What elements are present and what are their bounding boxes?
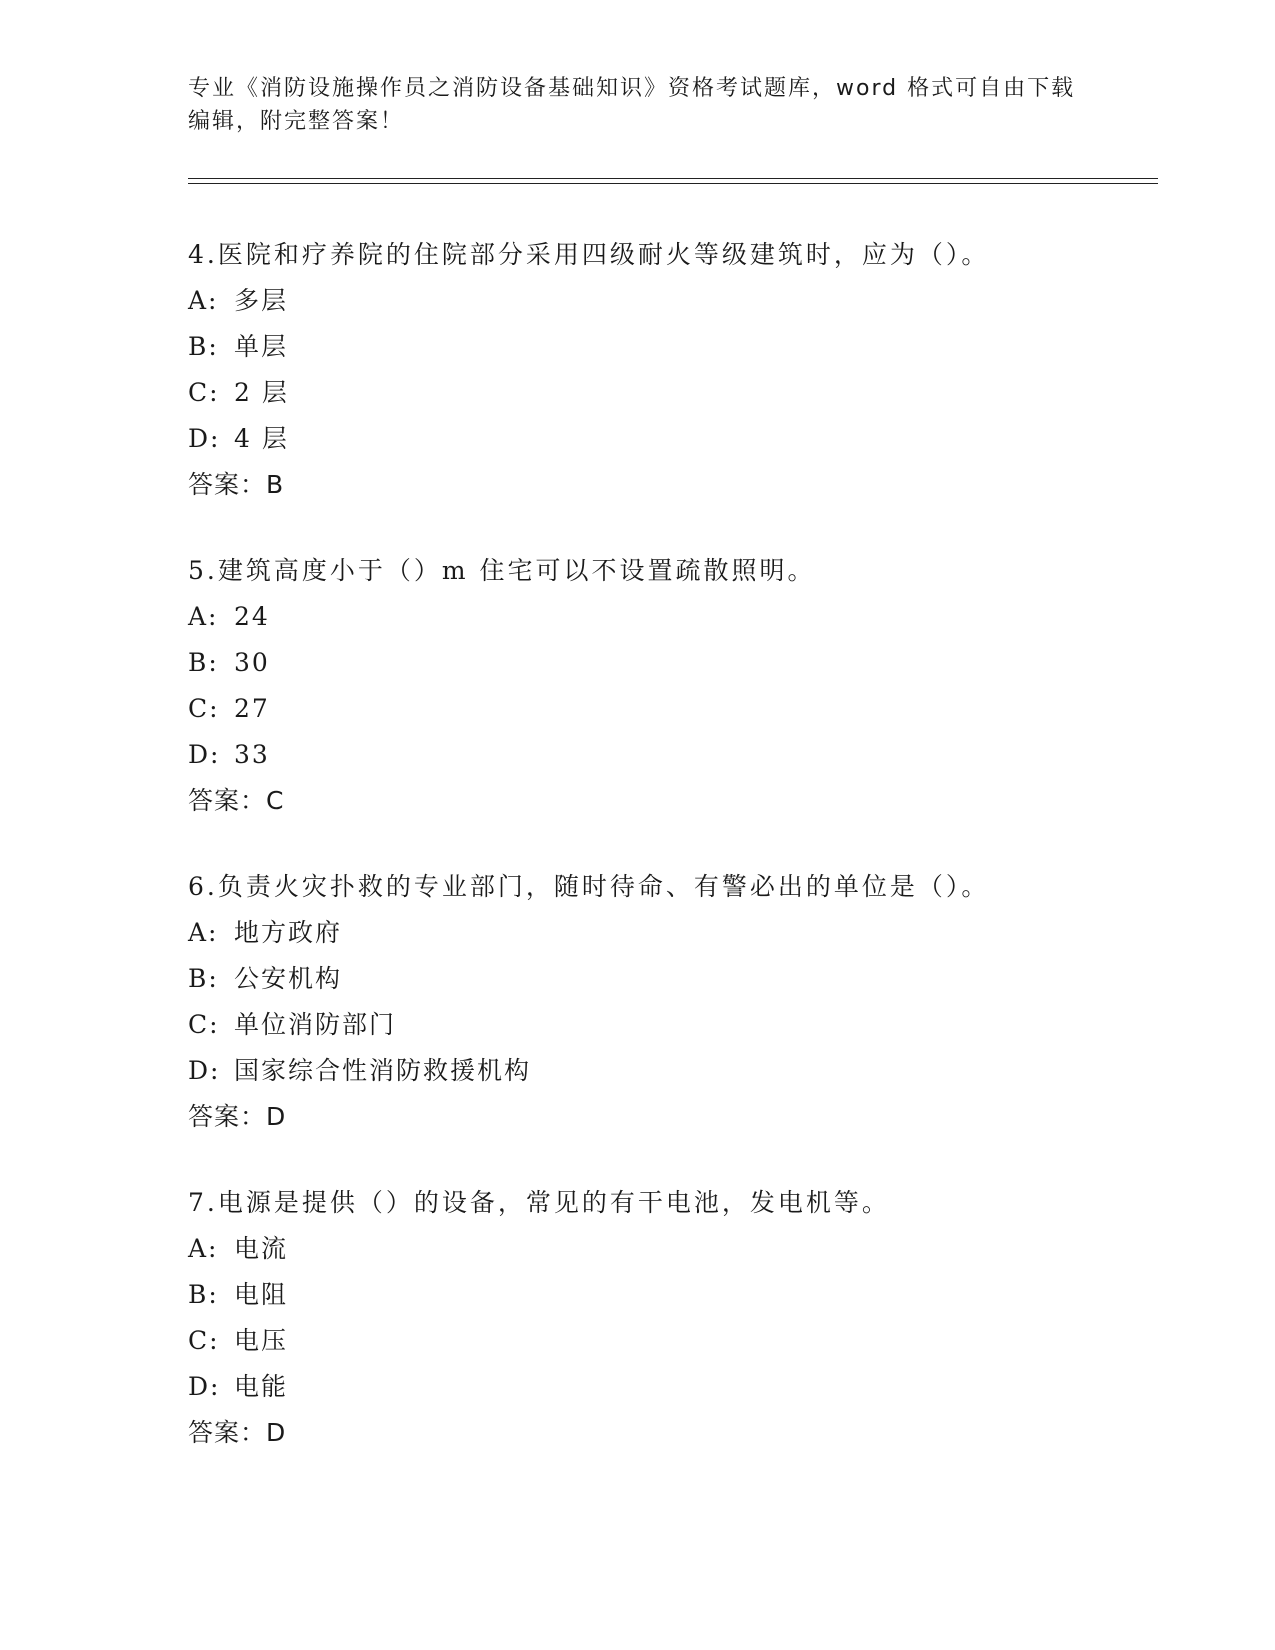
option-letter: D: [188, 1056, 221, 1085]
option-text: 单层 [234, 332, 289, 361]
answer-line: 答案：B [188, 470, 285, 499]
option-text: 电能 [234, 1372, 289, 1401]
option-text: 多层 [234, 286, 289, 315]
question-block [188, 232, 1168, 508]
option-a [188, 910, 1168, 956]
option-text: 33 [234, 740, 270, 769]
answer-line: 答案：D [188, 1418, 287, 1447]
question-block [188, 1180, 1168, 1456]
option-c [188, 1318, 1168, 1364]
option-letter: B: [188, 964, 219, 993]
option-text: 电压 [234, 1326, 289, 1355]
answer-line: 答案：D [188, 1102, 287, 1131]
option-text: 电阻 [234, 1280, 289, 1309]
option-b [188, 640, 1168, 686]
option-c [188, 1002, 1168, 1048]
header-divider-top [188, 178, 1158, 179]
question-block [188, 864, 1168, 1140]
option-letter: A: [188, 1234, 219, 1263]
document-header: 专业《消防设施操作员之消防设备基础知识》资格考试题库，word 格式可自由下载编辑，附完整答案！ [188, 76, 1076, 134]
question-stem: 7.电源是提供（）的设备，常见的有干电池，发电机等。 [188, 1188, 890, 1217]
option-letter: C: [188, 1010, 220, 1039]
option-text: 地方政府 [234, 918, 343, 947]
question-block [188, 548, 1168, 824]
option-letter: C: [188, 378, 220, 407]
option-b [188, 956, 1168, 1002]
option-d [188, 732, 1168, 778]
option-letter: B: [188, 648, 219, 677]
header-divider-bottom [188, 183, 1158, 184]
option-letter: B: [188, 332, 219, 361]
option-letter: C: [188, 694, 220, 723]
option-letter: A: [188, 918, 219, 947]
option-text: 单位消防部门 [234, 1010, 397, 1039]
option-letter: D: [188, 740, 221, 769]
option-text: 24 [234, 602, 270, 631]
option-text: 国家综合性消防救援机构 [234, 1056, 532, 1085]
option-text: 2 层 [234, 378, 289, 407]
option-b [188, 1272, 1168, 1318]
option-c [188, 370, 1168, 416]
question-stem: 6.负责火灾扑救的专业部门，随时待命、有警必出的单位是（）。 [188, 872, 990, 901]
option-text: 公安机构 [234, 964, 343, 993]
option-text: 27 [234, 694, 270, 723]
option-text: 4 层 [234, 424, 289, 453]
option-letter: A: [188, 286, 219, 315]
option-d [188, 1364, 1168, 1410]
option-a [188, 594, 1168, 640]
answer-line: 答案：C [188, 786, 285, 815]
option-text: 电流 [234, 1234, 289, 1263]
option-letter: D: [188, 1372, 221, 1401]
option-letter: B: [188, 1280, 219, 1309]
option-letter: D: [188, 424, 221, 453]
option-b [188, 324, 1168, 370]
question-stem: 4.医院和疗养院的住院部分采用四级耐火等级建筑时，应为（）。 [188, 240, 990, 269]
option-text: 30 [234, 648, 270, 677]
option-a [188, 1226, 1168, 1272]
option-d [188, 416, 1168, 462]
option-c [188, 686, 1168, 732]
question-stem: 5.建筑高度小于（）m 住宅可以不设置疏散照明。 [188, 556, 816, 585]
option-letter: C: [188, 1326, 220, 1355]
option-d [188, 1048, 1168, 1094]
option-a [188, 278, 1168, 324]
option-letter: A: [188, 602, 219, 631]
